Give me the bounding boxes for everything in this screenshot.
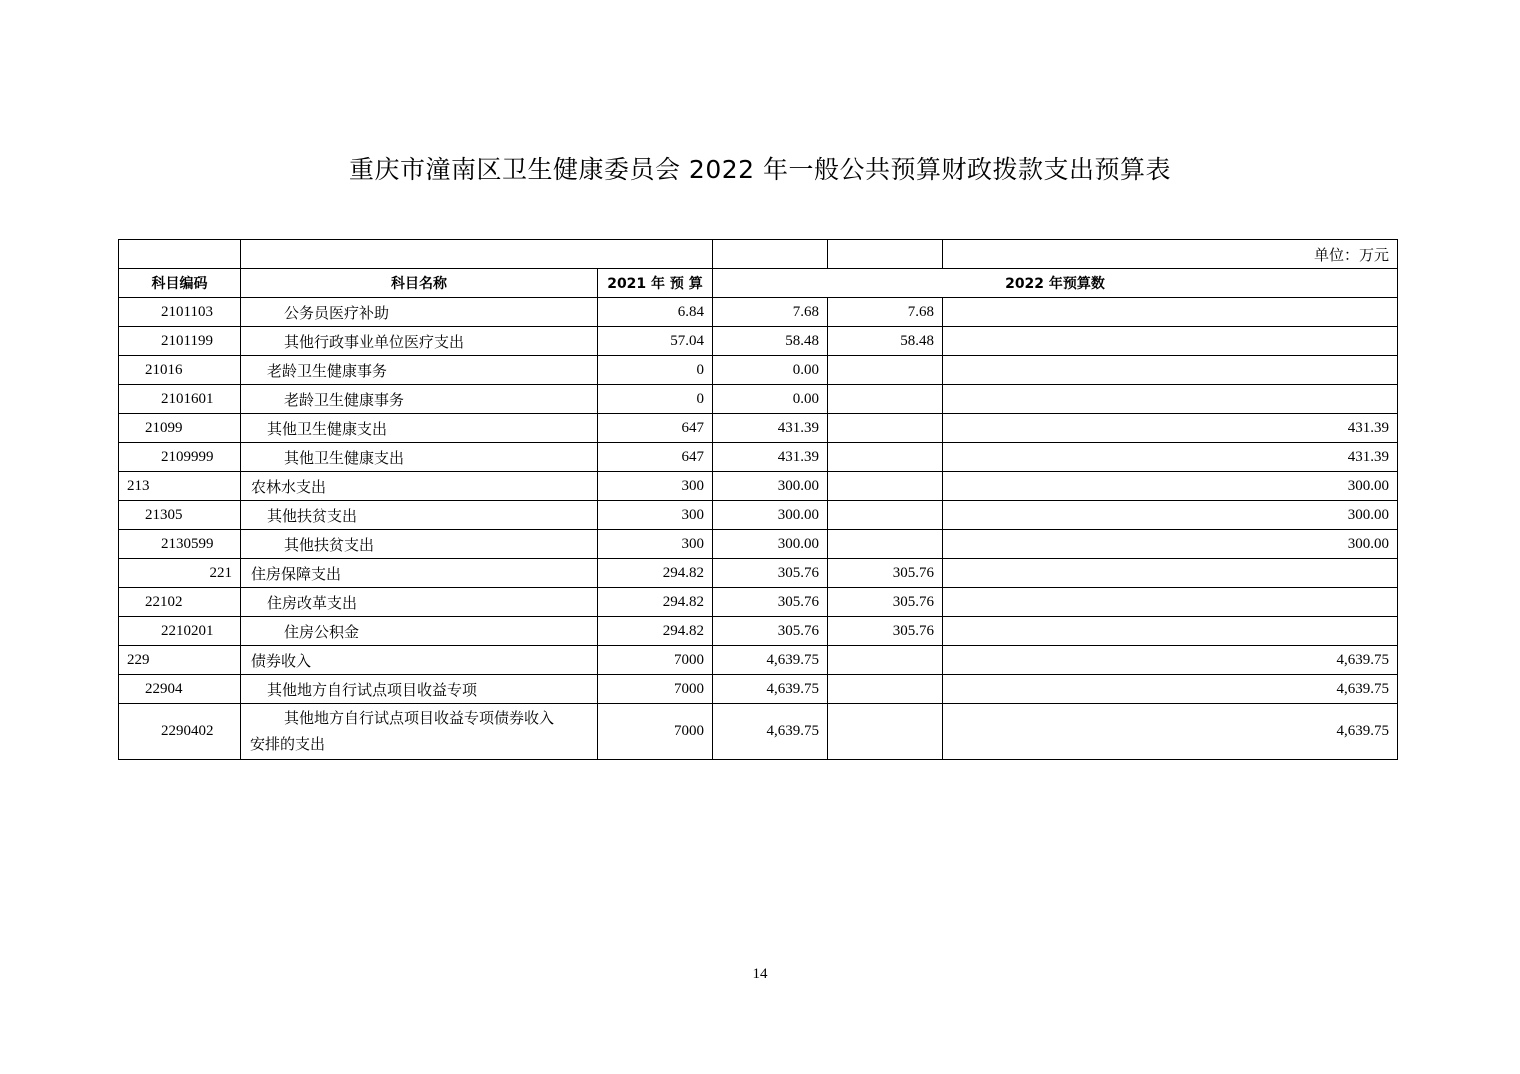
total-2022-cell: 431.39 — [713, 443, 828, 472]
unit-row-blank-2 — [241, 240, 713, 269]
budget-2021-cell: 7000 — [598, 646, 713, 675]
subject-name: 住房保障支出 — [241, 559, 598, 588]
subject-code: 2210201 — [119, 617, 241, 646]
total-2022-cell: 58.48 — [713, 327, 828, 356]
total-2022-cell: 4,639.75 — [713, 646, 828, 675]
basic-2022-cell — [828, 443, 943, 472]
header-budget-2022: 2022 年预算数 — [713, 269, 1398, 298]
basic-2022-cell — [828, 675, 943, 704]
table-row — [119, 327, 1398, 356]
subject-name: 老龄卫生健康事务 — [241, 385, 598, 414]
total-2022-cell: 305.76 — [713, 617, 828, 646]
subject-name: 其他卫生健康支出 — [241, 414, 598, 443]
project-2022-cell: 300.00 — [943, 472, 1398, 501]
subject-code: 2290402 — [119, 704, 241, 760]
basic-2022-cell — [828, 385, 943, 414]
subject-name: 其他行政事业单位医疗支出 — [241, 327, 598, 356]
project-2022-cell — [943, 356, 1398, 385]
budget-2021-cell: 0 — [598, 385, 713, 414]
budget-2021-cell: 294.82 — [598, 617, 713, 646]
table-row — [119, 617, 1398, 646]
subject-code: 229 — [119, 646, 241, 675]
budget-table — [118, 239, 1398, 760]
total-2022-cell: 300.00 — [713, 530, 828, 559]
table-row — [119, 675, 1398, 704]
project-2022-cell — [943, 327, 1398, 356]
total-2022-cell: 7.68 — [713, 298, 828, 327]
basic-2022-cell — [828, 414, 943, 443]
budget-2021-cell: 647 — [598, 443, 713, 472]
subject-code: 2101601 — [119, 385, 241, 414]
budget-2021-cell: 7000 — [598, 704, 713, 760]
basic-2022-cell — [828, 704, 943, 760]
table-row — [119, 472, 1398, 501]
budget-2021-cell: 294.82 — [598, 559, 713, 588]
table-row — [119, 559, 1398, 588]
budget-2021-cell: 57.04 — [598, 327, 713, 356]
subject-name: 老龄卫生健康事务 — [241, 356, 598, 385]
total-2022-cell: 4,639.75 — [713, 675, 828, 704]
subject-code: 2101103 — [119, 298, 241, 327]
budget-2021-cell: 294.82 — [598, 588, 713, 617]
subject-name-line-2: 安排的支出 — [250, 736, 326, 753]
basic-2022-cell: 305.76 — [828, 588, 943, 617]
project-2022-cell: 4,639.75 — [943, 646, 1398, 675]
subject-name — [241, 704, 598, 760]
basic-2022-cell — [828, 646, 943, 675]
project-2022-cell — [943, 385, 1398, 414]
subject-name: 债券收入 — [241, 646, 598, 675]
header-budget-2021: 2021 年 预 算 — [598, 269, 713, 298]
subject-code: 21099 — [119, 414, 241, 443]
table-row — [119, 530, 1398, 559]
table-row — [119, 298, 1398, 327]
project-2022-cell — [943, 559, 1398, 588]
subject-name-line-1: 其他地方自行试点项目收益专项债券收入 — [284, 710, 555, 727]
project-2022-cell — [943, 588, 1398, 617]
subject-name: 其他卫生健康支出 — [241, 443, 598, 472]
basic-2022-cell: 58.48 — [828, 327, 943, 356]
page-title: 重庆市潼南区卫生健康委员会 2022 年一般公共预算财政拨款支出预算表 — [348, 155, 1172, 184]
budget-2021-cell: 7000 — [598, 675, 713, 704]
unit-row-blank-3 — [713, 240, 828, 269]
total-2022-cell: 4,639.75 — [713, 704, 828, 760]
subject-code: 22904 — [119, 675, 241, 704]
basic-2022-cell — [828, 530, 943, 559]
subject-code: 221 — [119, 559, 241, 588]
budget-2021-cell: 0 — [598, 356, 713, 385]
total-2022-cell: 431.39 — [713, 414, 828, 443]
subject-name: 住房改革支出 — [241, 588, 598, 617]
subject-code: 21016 — [119, 356, 241, 385]
total-2022-cell: 0.00 — [713, 385, 828, 414]
project-2022-cell: 431.39 — [943, 443, 1398, 472]
table-row — [119, 356, 1398, 385]
table-row — [119, 646, 1398, 675]
subject-name: 住房公积金 — [241, 617, 598, 646]
basic-2022-cell: 305.76 — [828, 559, 943, 588]
total-2022-cell: 0.00 — [713, 356, 828, 385]
budget-2021-cell: 647 — [598, 414, 713, 443]
header-code: 科目编码 — [119, 269, 241, 298]
basic-2022-cell — [828, 501, 943, 530]
subject-code: 2109999 — [119, 443, 241, 472]
project-2022-cell: 4,639.75 — [943, 704, 1398, 760]
unit-row-blank-4 — [828, 240, 943, 269]
project-2022-cell — [943, 298, 1398, 327]
total-2022-cell: 305.76 — [713, 559, 828, 588]
subject-code: 2101199 — [119, 327, 241, 356]
unit-row-blank-1 — [119, 240, 241, 269]
unit-label: 单位：万元 — [943, 240, 1398, 269]
project-2022-cell: 300.00 — [943, 530, 1398, 559]
table-row — [119, 443, 1398, 472]
project-2022-cell: 4,639.75 — [943, 675, 1398, 704]
budget-2021-cell: 300 — [598, 501, 713, 530]
subject-name: 公务员医疗补助 — [241, 298, 598, 327]
project-2022-cell: 300.00 — [943, 501, 1398, 530]
budget-2021-cell: 300 — [598, 530, 713, 559]
table-row — [119, 385, 1398, 414]
basic-2022-cell — [828, 472, 943, 501]
project-2022-cell: 431.39 — [943, 414, 1398, 443]
basic-2022-cell — [828, 356, 943, 385]
table-row — [119, 704, 1398, 760]
header-row — [119, 269, 1398, 298]
table-row — [119, 588, 1398, 617]
project-2022-cell — [943, 617, 1398, 646]
subject-code: 22102 — [119, 588, 241, 617]
subject-name: 农林水支出 — [241, 472, 598, 501]
subject-code: 213 — [119, 472, 241, 501]
basic-2022-cell: 305.76 — [828, 617, 943, 646]
subject-name: 其他扶贫支出 — [241, 501, 598, 530]
subject-code: 2130599 — [119, 530, 241, 559]
table-row — [119, 414, 1398, 443]
total-2022-cell: 300.00 — [713, 501, 828, 530]
basic-2022-cell: 7.68 — [828, 298, 943, 327]
table-row — [119, 501, 1398, 530]
budget-2021-cell: 300 — [598, 472, 713, 501]
subject-name: 其他扶贫支出 — [241, 530, 598, 559]
header-name: 科目名称 — [241, 269, 598, 298]
page-number: 14 — [752, 966, 768, 982]
unit-row — [119, 240, 1398, 269]
subject-code: 21305 — [119, 501, 241, 530]
budget-2021-cell: 6.84 — [598, 298, 713, 327]
total-2022-cell: 305.76 — [713, 588, 828, 617]
total-2022-cell: 300.00 — [713, 472, 828, 501]
subject-name: 其他地方自行试点项目收益专项 — [241, 675, 598, 704]
